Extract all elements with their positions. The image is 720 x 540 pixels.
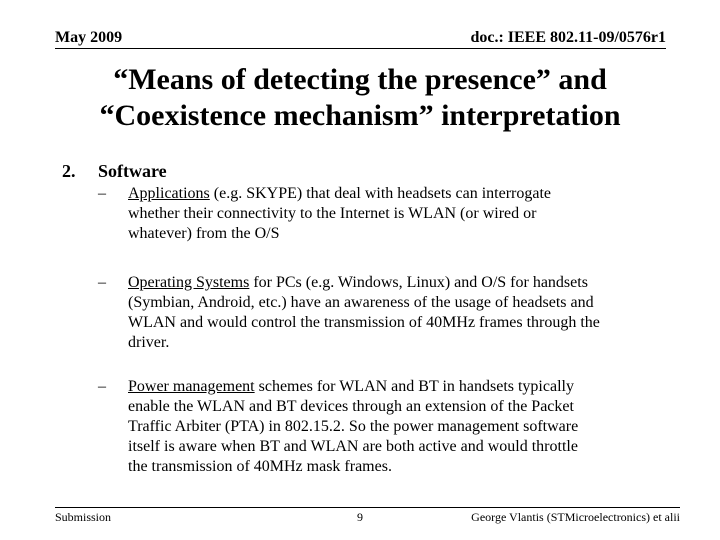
bullet-dash: –: [98, 274, 106, 291]
footer-page-number: 9: [357, 510, 363, 524]
footer-submission: Submission: [55, 510, 112, 524]
title-line-1: “Means of detecting the presence” and: [113, 63, 607, 96]
bullet-line: WLAN and would control the transmission of 40MHz frames through the: [128, 314, 600, 331]
section-heading: [62, 161, 167, 182]
bullet-term: Operating Systems: [128, 274, 250, 291]
bullet-line: Traffic Arbiter (PTA) in 802.15.2. So the power management software: [128, 418, 579, 435]
bullet-line: Power management schemes for WLAN and BT in handsets typically: [128, 378, 574, 395]
title-line-2: “Coexistence mechanism” interpretation: [99, 99, 621, 132]
bullet-dash: –: [98, 185, 106, 202]
bullet-line: whether their connectivity to the Internet is WLAN (or wired or: [128, 205, 537, 222]
header-doc-id: doc.: IEEE 802.11-09/0576r1: [470, 29, 666, 46]
bullet-line: the transmission of 40MHz mask frames.: [128, 458, 392, 475]
header-date: May 2009: [55, 29, 123, 46]
bullet-line: whatever) from the O/S: [128, 225, 280, 242]
footer-rule: [55, 507, 680, 508]
bullet-term: Power management: [128, 378, 255, 395]
section-title: Software: [98, 161, 167, 181]
bullet-line: (Symbian, Android, etc.) have an awareness of the usage of headsets and: [128, 294, 594, 311]
bullet-line: itself is aware when BT and WLAN are both active and would throttle: [128, 438, 578, 455]
bullet-line: enable the WLAN and BT devices through an extension of the Packet: [128, 398, 574, 415]
bullet-text: [128, 273, 663, 353]
slide-title: [30, 62, 690, 134]
bullet-line: driver.: [128, 334, 170, 351]
bullet-term: Applications: [128, 185, 210, 202]
section-number: 2.: [62, 161, 76, 181]
footer-author: George Vlantis (STMicroelectronics) et alii: [471, 510, 680, 524]
bullet-dash: –: [98, 378, 106, 395]
bullet-text: [128, 377, 663, 477]
header-rule: [55, 48, 666, 49]
bullet-text: [128, 184, 663, 244]
bullet-line: Applications (e.g. SKYPE) that deal with headsets can interrogate: [128, 185, 551, 202]
bullet-line: Operating Systems for PCs (e.g. Windows, Linux) and O/S for handsets: [128, 274, 588, 291]
